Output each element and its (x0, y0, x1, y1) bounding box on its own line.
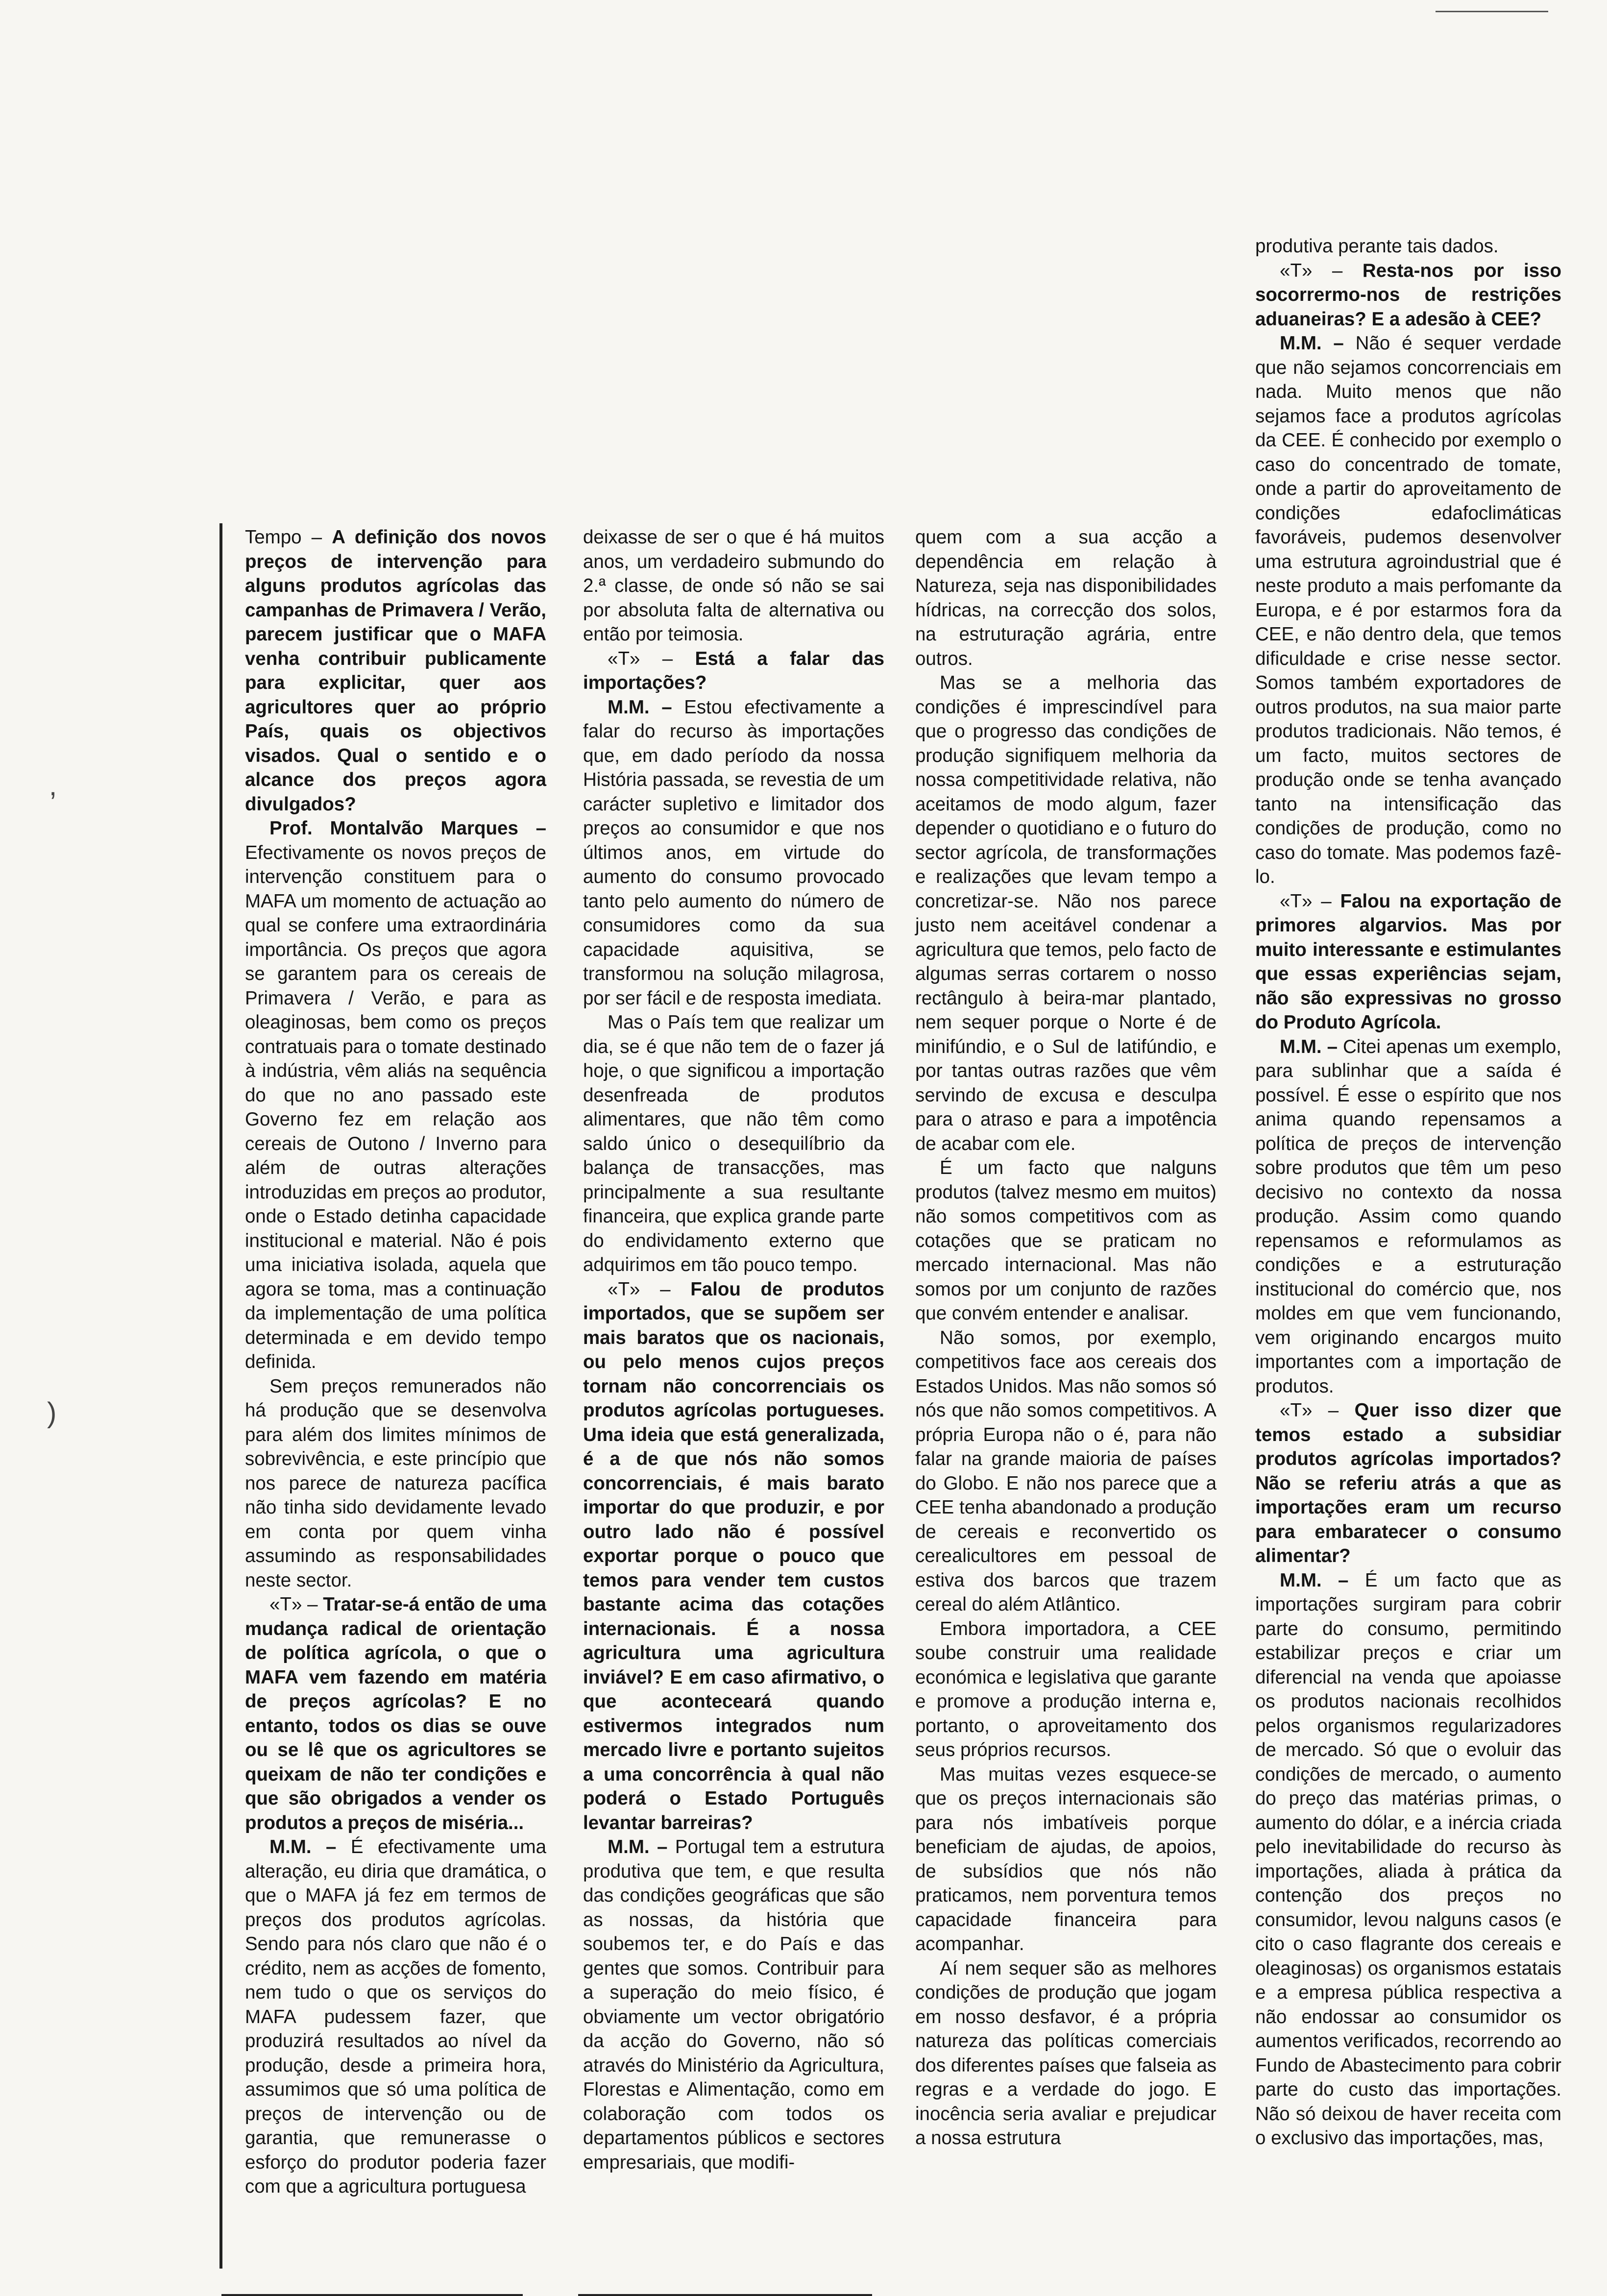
paragraph (1255, 331, 1561, 889)
paragraph (915, 671, 1217, 1156)
paragraph (583, 695, 884, 1011)
bold-text: M.M. – (608, 696, 684, 718)
margin-mark: ) (47, 1397, 57, 1429)
body-text: É um facto que as importações surgiram para cobrir parte do consumo, permitindo estabilizar preços e criar um diferencial na venda que apoiasse os produtos nacionais recolhidos pelos organismos regularizadores de mercado. Só que o evoluir das condições de mercado, o aumento do preço das matérias primas, o aumento do dólar, e a inércia criada pelo inevitabilidade do recurso às importações, aliada à prática da contenção dos preços no consumidor, levou nalguns casos (e cito o caso flagrante dos cereais e oleaginosas) os organismos estatais e a empresa pública respectiva a não endossar ao consumidor os aumentos verificados, recorrendo ao Fundo de Abastecimento para cobrir parte do custo das importações. Não só deixou de haver receita com o exclusivo das importações, mas, (1255, 1569, 1562, 2149)
bold-text: Prof. Montalvão Marques – (269, 818, 546, 839)
paragraph (245, 525, 546, 816)
bold-text: Quer isso dizer que temos estado a subsidiar produtos agrícolas importados? Não se referiu atrás a que as importações eram um recurso para embaratecer o consumo alimentar? (1255, 1400, 1561, 1566)
paragraph (915, 1956, 1217, 2150)
paragraph (915, 1762, 1217, 1956)
paragraph (915, 1156, 1217, 1326)
body-text: Tempo – (245, 527, 332, 548)
bold-text: A definição dos novos preços de intervenção para alguns produtos agrícolas das campanhas de Primavera / Verão, parecem justificar que o MAFA venha contribuir publicamente para explicitar, quer aos agricultores quer ao próprio País, quais os objectivos visados. Qual o sentido e o alcance dos preços agora divulgados? (245, 527, 546, 815)
body-text: «T» – (1280, 890, 1340, 912)
body-text: Mas o País tem que realizar um dia, se é que não tem de o fazer já hoje, o que significou a importação desenfreada de produtos alimentares, que não têm como saldo único o desequilíbrio da balança de transacções, mas principalmente a sua resultante financeira, que explica grande parte do endividamento externo que adquirimos em tão pouco tempo. (583, 1012, 884, 1275)
paragraph (245, 1592, 546, 1835)
article-column-3 (915, 525, 1217, 2150)
paragraph (245, 816, 546, 1374)
paragraph (915, 525, 1217, 671)
body-text: Aí nem sequer são as melhores condições de produção que jogam em nosso desfavor, é a própria natureza das políticas comerciais dos diferentes países que falseia as regras e a verdade do jogo. E inocência seria avaliar e prejudicar a nossa estrutura (915, 1957, 1217, 2149)
body-text: «T» – (608, 648, 695, 669)
paragraph (245, 1835, 546, 2199)
paragraph (1255, 1035, 1561, 1399)
article-column-1 (245, 525, 546, 2199)
bold-text: Falou na exportação de primores algarvios. Mas por muito interessante e estimulantes que essas experiências sejam, não são expressivas no grosso do Produto Agrícola. (1255, 890, 1561, 1033)
body-text: Embora importadora, a CEE soube construir uma realidade económica e legislativa que garante e promove a produção interna e, portanto, o aproveitamento dos seus próprios recursos. (915, 1618, 1217, 1760)
bold-text: M.M. – (269, 1836, 351, 1857)
body-text: Não é sequer verdade que não sejamos concorrenciais em nada. Muito menos que não sejamos face a produtos agrícolas da CEE. É conhecido por exemplo o caso do concentrado de tomate, onde a partir do aproveitamento de condições edafoclimáticas favoráveis, pudemos desenvolver uma estrutura agroindustrial que é neste produto a mais perfomante da Europa, e é por estarmos fora da CEE, e não dentro dela, que temos dificuldade e crise nesse sector. Somos também exportadores de outros produtos, na sua maior parte produtos tradicionais. Não temos, é um facto, muitos sectores de produção onde se tenha avançado tanto na intensificação das condições de produção, como no caso do tomate. Mas podemos fazê-lo. (1255, 333, 1561, 887)
body-text: «T» – (269, 1594, 323, 1615)
body-text: deixasse de ser o que é há muitos anos, um verdadeiro submundo do 2.ª classe, de onde só não se sai por absoluta falta de alternativa ou então por teimosia. (583, 527, 884, 645)
bold-text: M.M. – (1280, 1569, 1365, 1591)
body-text: «T» – (1280, 260, 1363, 281)
bold-text: Está a falar das importações? (583, 648, 884, 693)
bold-text: Falou de produtos importados, que se supõem ser mais baratos que os nacionais, ou pelo menos cujos preços tornam não concorrenciais os produtos agrícolas portugueses. Uma ideia que está generalizada, é a de que nós não somos concorrenciais, é mais barato importar do que produzir, e por outro lado não é possível exportar porque o pouco que temos para vender tem custos bastante acima das cotações internacionais. É a nossa agricultura uma agricultura inviável? E em caso afirmativo, o que aconteceará quando estivermos integrados num mercado livre e portanto sujeitos a uma concorrência à qual não poderá o Estado Português levantar barreiras? (583, 1278, 884, 1833)
bold-text: M.M. – (608, 1836, 675, 1857)
bold-text: Tratar-se-á então de uma mudança radical de orientação de política agrícola, o que o MAFA vem fazendo em matéria de preços agrícolas? E no entanto, todos os dias se ouve ou se lê que os agricultores se queixam de não ter condições e que são obrigados a vender os produtos a preços de miséria... (245, 1594, 546, 1833)
bottom-rule-col2 (578, 2294, 872, 2296)
article-column-4 (1255, 234, 1561, 2150)
paragraph (1255, 1568, 1561, 2150)
paragraph (245, 1374, 546, 1593)
body-text: É um facto que nalguns produtos (talvez mesmo em muitos) não somos competitivos com as cotações que se praticam no mercado internacional. Mas não somos por um conjunto de razões que convém entender e analisar. (915, 1157, 1217, 1324)
paragraph (1255, 889, 1561, 1035)
body-text: Sem preços remunerados não há produção que se desenvolva para além dos limites mínimos de sobrevivência, e este princípio que nos parece de natureza pacífica não tinha sido devidamente levado em conta por quem vinha assumindo as responsabilidades neste sector. (245, 1375, 546, 1591)
margin-mark: , (49, 770, 57, 802)
bold-text: M.M. – (1280, 333, 1356, 354)
body-text: Mas muitas vezes esquece-se que os preços internacionais são para nós imbatíveis porque beneficiam de ajudas, de apoios, de subsídios que nós não praticamos, nem porventura temos capacidade financeira para acompanhar. (915, 1763, 1217, 1954)
paragraph (583, 1835, 884, 2174)
body-text: «T» – (608, 1278, 691, 1300)
paragraph (1255, 1398, 1561, 1568)
body-text: quem com a sua acção a dependência em relação à Natureza, seja nas disponibilidades hídricas, na correcção dos solos, na estruturação agrária, entre outros. (915, 527, 1217, 669)
bold-text: Resta-nos por isso socorrermo-nos de restrições aduaneiras? E a adesão à CEE? (1255, 260, 1561, 330)
body-text: «T» – (1280, 1400, 1355, 1421)
bottom-rule-col1 (221, 2294, 523, 2296)
body-text: Citei apenas um exemplo, para sublinhar que a saída é possível. É esse o espírito que nos anima quando repensamos a política de preços de intervenção sobre produtos que têm um peso decisivo no contexto da nossa produção. Assim como quando repensamos e reformulamos as condições e a estruturação institucional do comércio que, nos moldes em que vem funcionando, vem originando encargos muito importantes com a importação de produtos. (1255, 1036, 1561, 1397)
body-text: Efectivamente os novos preços de intervenção constituem para o MAFA um momento de actuação ao qual se confere uma extraordinária importância. Os preços que agora se garantem para os cereais de Primavera / Verão, e para as oleaginosas, bem como os preços contratuais para o tomate destinado à indústria, vêm aliás na sequência do que no ano passado este Governo fez em relação aos cereais de Outono / Inverno para além de outras alterações introduzidas em preços ao produtor, onde o Estado detinha capacidade institucional e material. Não é pois uma iniciativa isolada, aquela que agora se toma, mas a continuação da implementação de uma política determinada e em devido tempo definida. (245, 842, 546, 1372)
body-text: É efectivamente uma alteração, eu diria que dramática, o que o MAFA já fez em termos de preços dos produtos agrícolas. Sendo para nós claro que não é o crédito, nem as acções de fomento, nem tudo o que os serviços do MAFA pudessem fazer, que produzirá resultados ao nível da produção, desde a primeira hora, assumimos que só uma política de preços de intervenção ou de garantia, que remunerasse o esforço do produtor poderia fazer com que a agricultura portuguesa (245, 1836, 547, 2197)
article-column-2 (583, 525, 884, 2174)
top-rule (1436, 11, 1548, 12)
bold-text: M.M. – (1280, 1036, 1343, 1057)
paragraph (1255, 259, 1561, 332)
left-column-rule (219, 523, 222, 2269)
paragraph (915, 1326, 1217, 1617)
paragraph (583, 1010, 884, 1277)
paragraph (1255, 234, 1561, 259)
body-text: Estou efectivamente a falar do recurso às importações que, em dado período da nossa História passada, se revestia de um carácter supletivo e limitador dos preços ao consumidor e que nos últimos anos, em virtude do aumento do consumo provocado tanto pelo aumento do número de consumidores como da sua capacidade aquisitiva, se transformou na solução milagrosa, por ser fácil e de resposta imediata. (583, 696, 884, 1009)
body-text: produtiva perante tais dados. (1255, 236, 1499, 257)
paragraph (583, 1277, 884, 1835)
paragraph (583, 647, 884, 695)
body-text: Portugal tem a estrutura produtiva que tem, e que resulta das condições geográficas que são as nossas, da história que soubemos ter, e do País e das gentes que somos. Contribuir para a superação do meio físico, é obviamente um vector obrigatório da acção do Governo, não só através do Ministério da Agricultura, Florestas e Alimentação, como em colaboração com todos os departamentos públicos e sectores empresariais, que modifi- (583, 1836, 884, 2173)
body-text: Não somos, por exemplo, competitivos face aos cereais dos Estados Unidos. Mas não somos só nós que não somos competitivos. A própria Europa não o é, para não falar na grande maioria de países do Globo. E não nos parece que a CEE tenha abandonado a produção de cereais e reconvertido os cerealicultores em pessoal de estiva dos barcos que trazem cereal do além Atlântico. (915, 1327, 1217, 1615)
body-text: Mas se a melhoria das condições é imprescindível para que o progresso das condições de produção signifiquem melhoria da nossa competitividade relativa, não aceitamos de modo algum, fazer depender o quotidiano e o futuro do sector agrícola, de transformações e realizações que levam tempo a concretizar-se. Não nos parece justo nem aceitável condenar a agricultura que temos, pelo facto de algumas serras cortarem o nosso rectângulo à beira-mar plantado, nem sequer porque o Norte é de minifúndio, e o Sul de latifúndio, e por tantas outras razões que vêm servindo de excusa e desculpa para o atraso e para a impotência de acabar com ele. (915, 672, 1217, 1154)
paragraph (915, 1617, 1217, 1762)
paragraph (583, 525, 884, 647)
